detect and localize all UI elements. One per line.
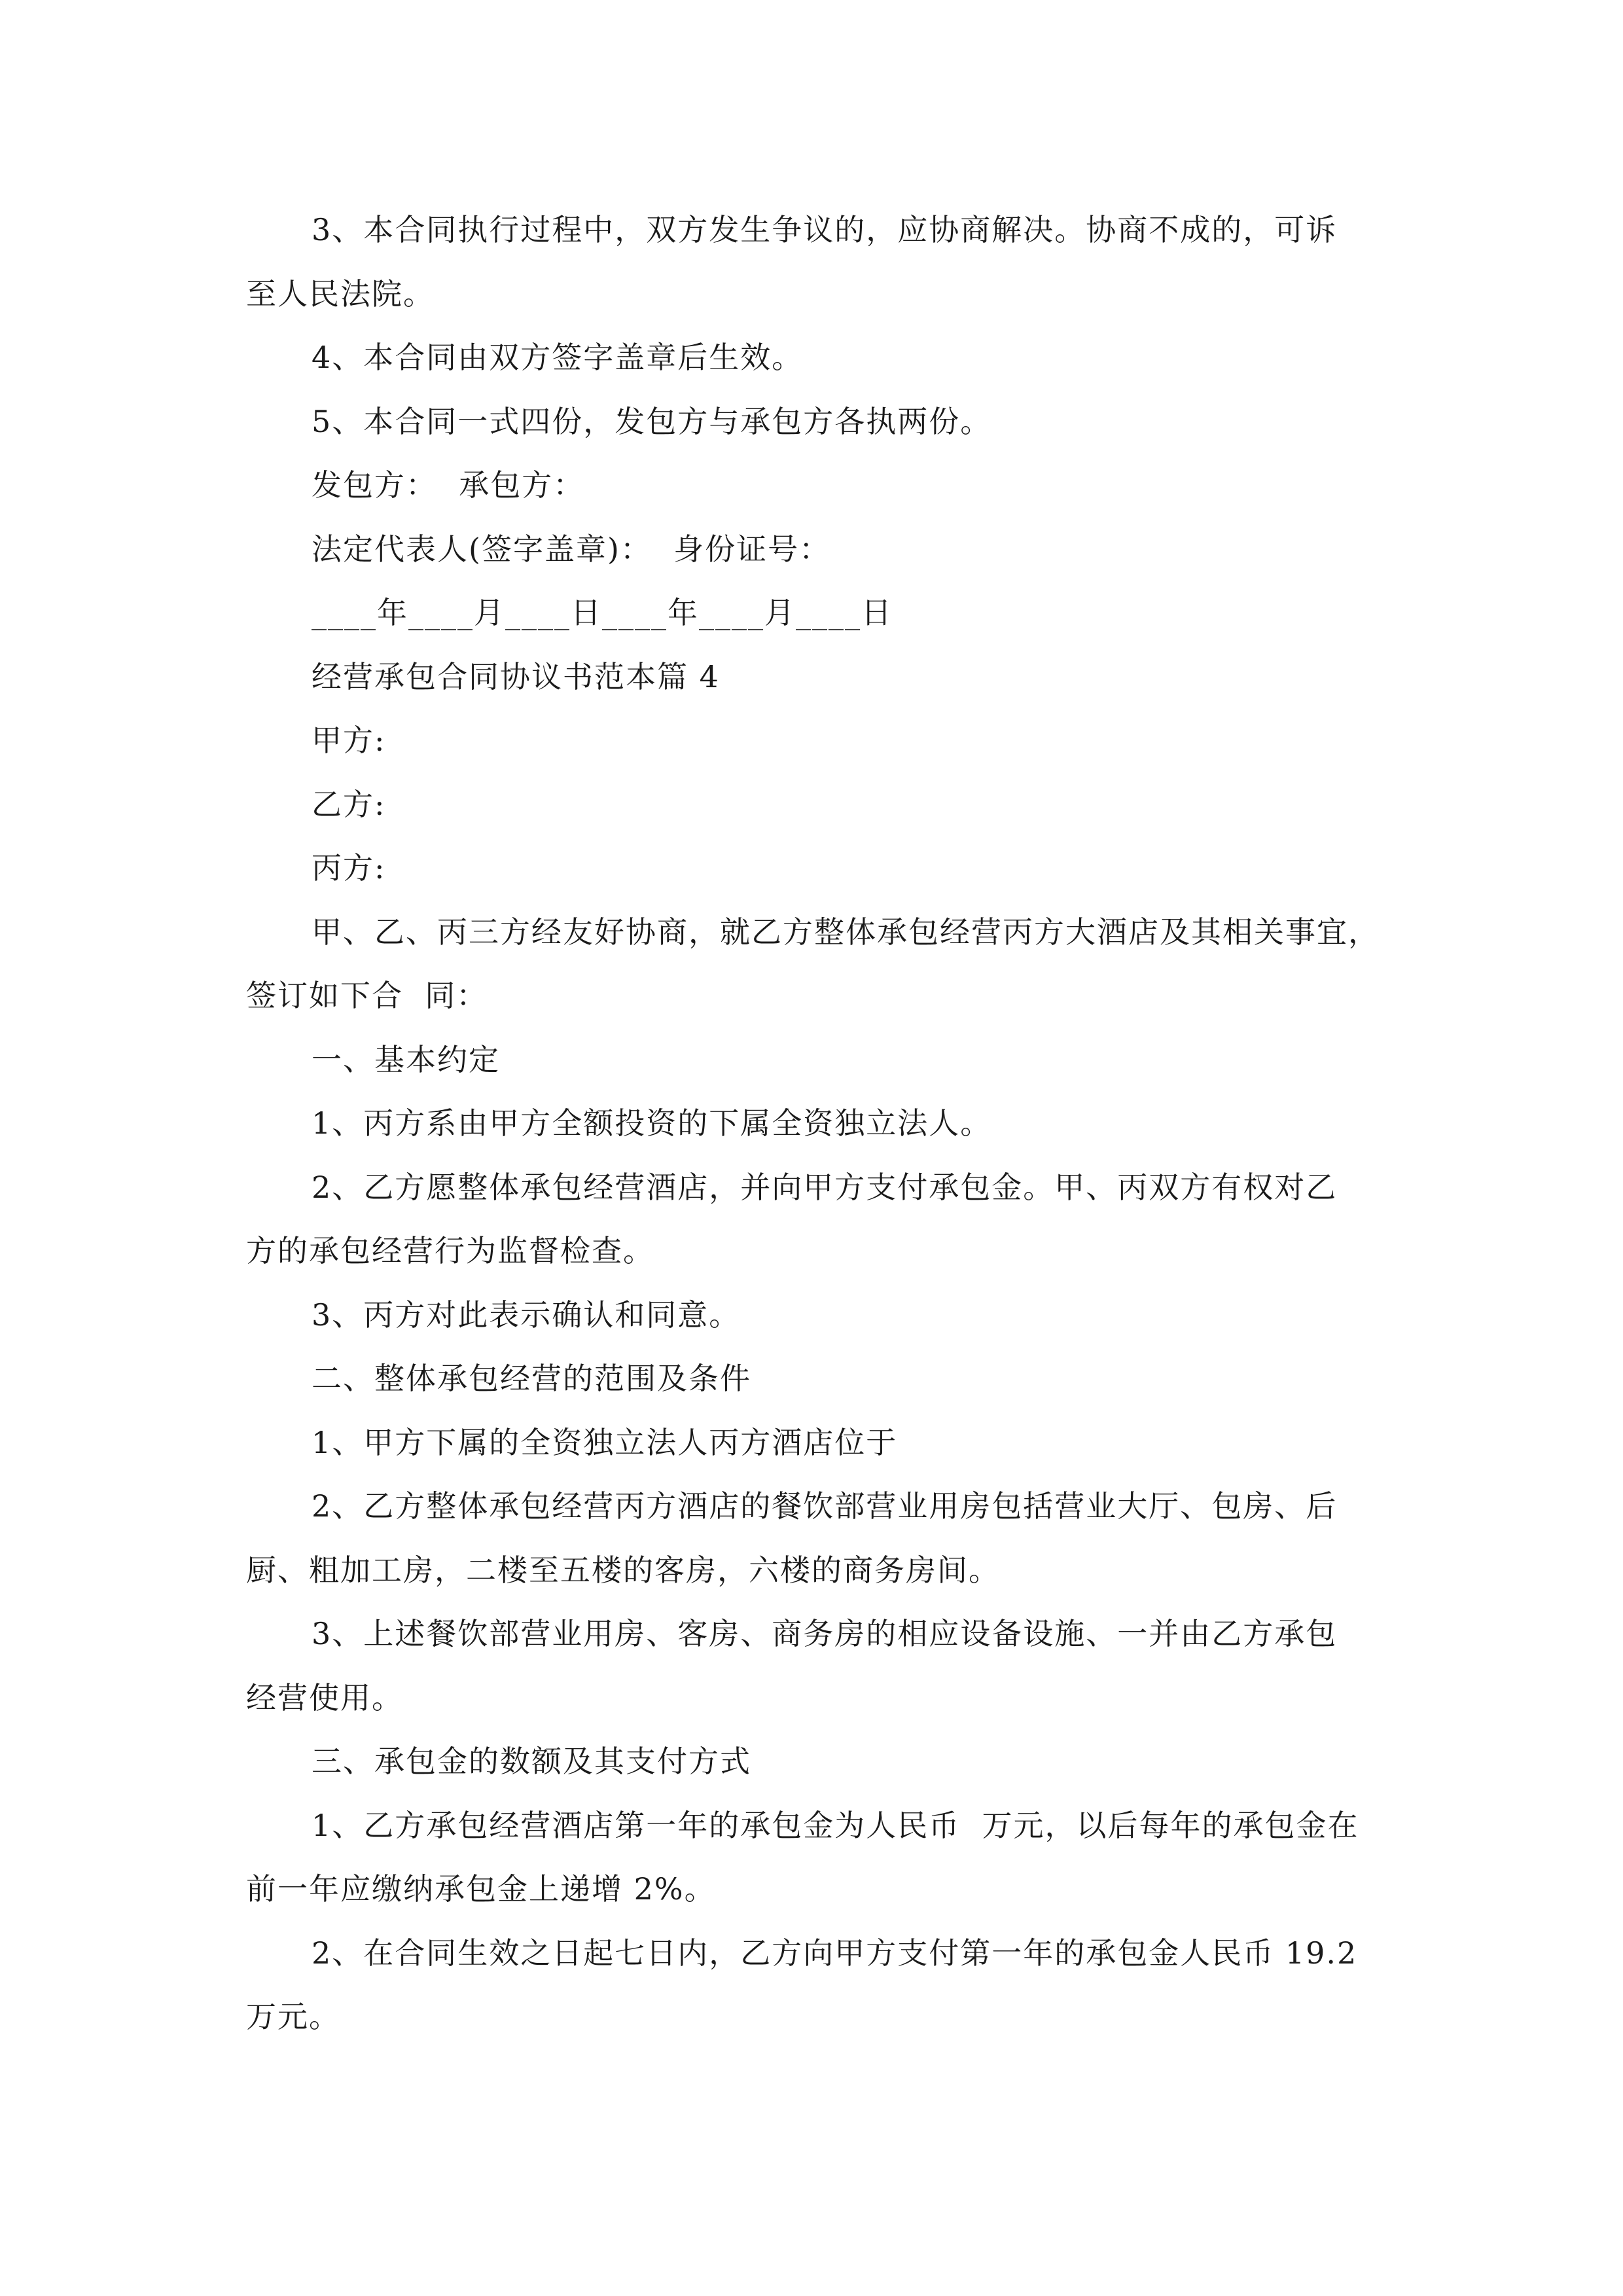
- text-line: 1、丙方系由甲方全额投资的下属全资独立法人。: [312, 1105, 992, 1141]
- text-line: 签订如下合 同：: [246, 978, 488, 1013]
- text-line: 甲方:: [312, 723, 386, 758]
- text-line: ____年____月____日____年____月____日: [312, 595, 893, 630]
- text-line: 1、乙方承包经营酒店第一年的承包金为人民币 万元，以后每年的承包金在: [312, 1807, 1359, 1843]
- text-line: 2、在合同生效之日起七日内，乙方向甲方支付第一年的承包金人民币 19.2: [312, 1935, 1358, 1971]
- text-line: 二、整体承包经营的范围及条件: [312, 1361, 751, 1396]
- text-line: 甲、乙、丙三方经友好协商，就乙方整体承包经营丙方大酒店及其相关事宜，: [312, 914, 1380, 950]
- text-line: 至人民法院。: [246, 276, 435, 312]
- text-line: 3、本合同执行过程中，双方发生争议的，应协商解决。协商不成的，可诉: [312, 212, 1338, 247]
- text-line: 经营使用。: [246, 1679, 403, 1715]
- text-line: 法定代表人(签字盖章)： 身份证号：: [312, 531, 831, 567]
- text-line: 三、承包金的数额及其支付方式: [312, 1744, 751, 1779]
- text-line: 发包方： 承包方：: [312, 467, 585, 503]
- text-line: 经营承包合同协议书范本篇 4: [312, 658, 720, 694]
- text-line: 5、本合同一式四份，发包方与承包方各执两份。: [312, 403, 992, 439]
- text-line: 方的承包经营行为监督检查。: [246, 1233, 654, 1268]
- text-line: 丙方:: [312, 850, 386, 886]
- text-line: 1、甲方下属的全资独立法人丙方酒店位于: [312, 1424, 898, 1460]
- text-line: 前一年应缴纳承包金上递增 2%。: [246, 1871, 716, 1907]
- text-line: 3、丙方对此表示确认和同意。: [312, 1297, 741, 1333]
- text-line: 2、乙方整体承包经营丙方酒店的餐饮部营业用房包括营业大厅、包房、后: [312, 1488, 1338, 1524]
- text-line: 4、本合同由双方签字盖章后生效。: [312, 340, 804, 375]
- text-line: 乙方:: [312, 786, 386, 822]
- text-line: 厨、粗加工房，二楼至五楼的客房，六楼的商务房间。: [246, 1552, 1000, 1588]
- text-line: 2、乙方愿整体承包经营酒店，并向甲方支付承包金。甲、丙双方有权对乙: [312, 1169, 1338, 1205]
- text-line: 一、基本约定: [312, 1041, 500, 1077]
- text-line: 万元。: [246, 1999, 340, 2034]
- document-body: [246, 198, 1382, 2049]
- text-line: 3、上述餐饮部营业用房、客房、商务房的相应设备设施、一并由乙方承包: [312, 1616, 1338, 1651]
